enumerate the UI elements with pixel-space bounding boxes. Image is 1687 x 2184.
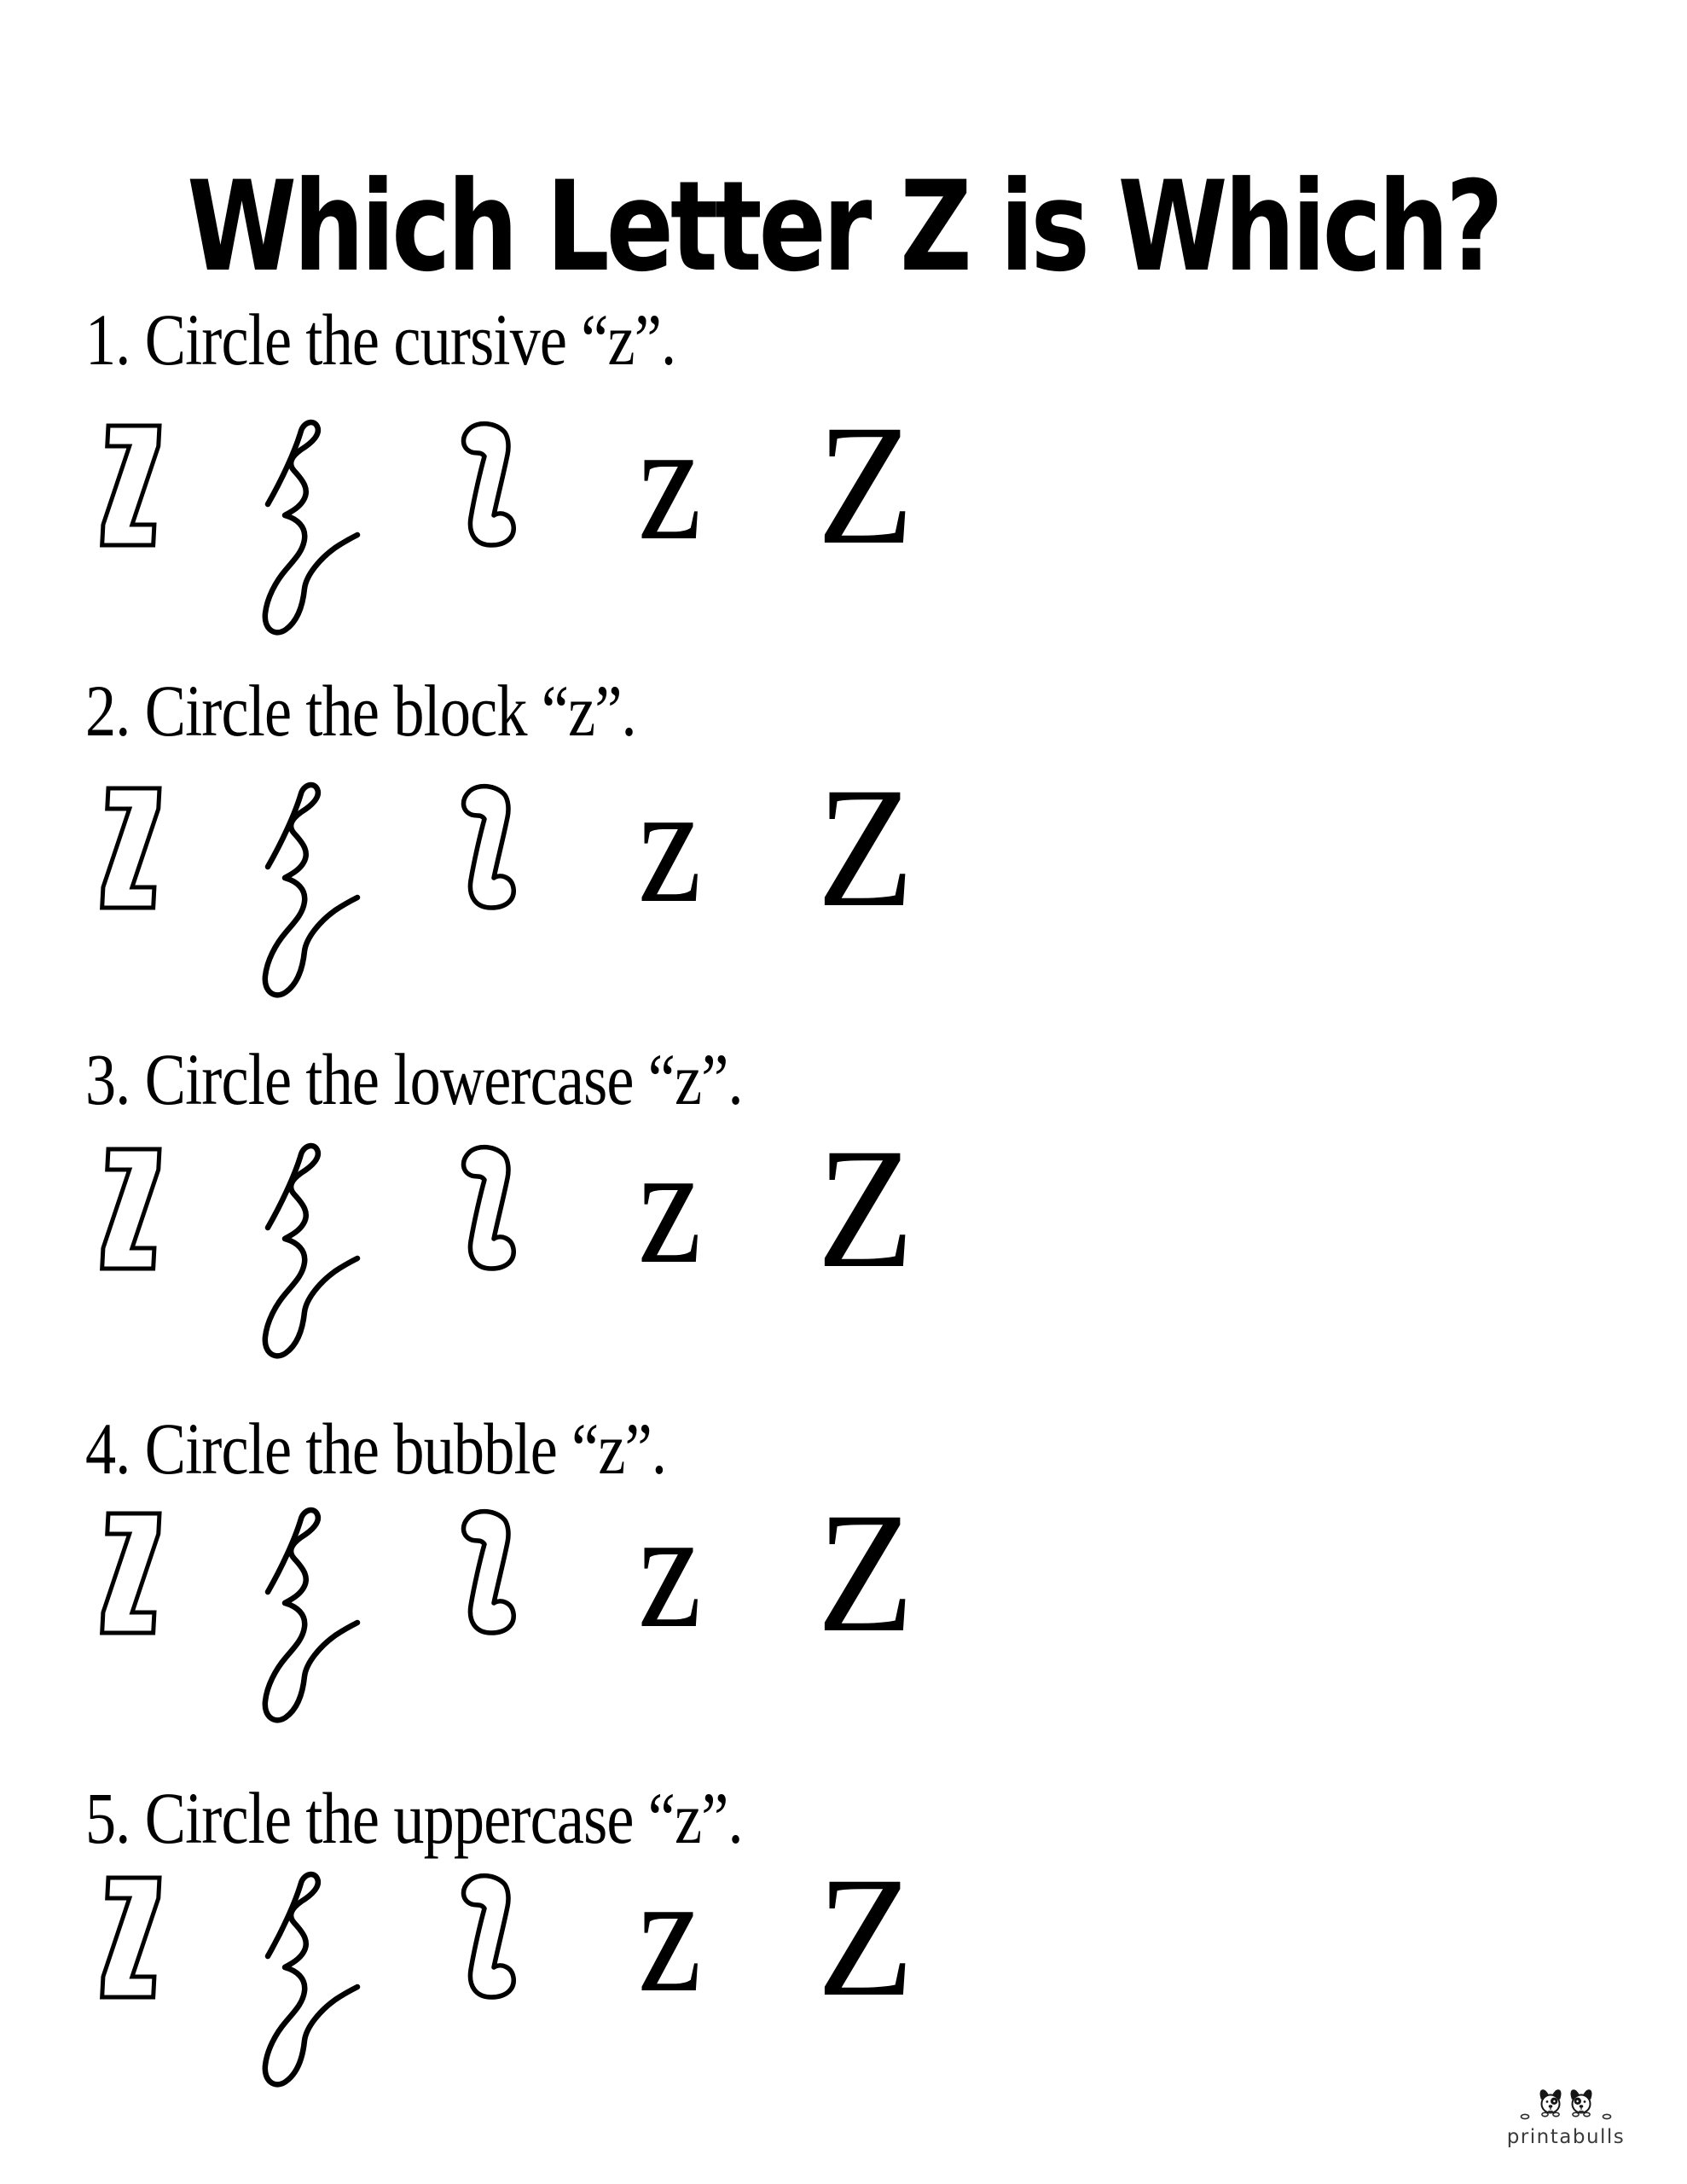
exercise-prompt: 3. Circle the lowercase “z”. [85, 1038, 743, 1120]
letter-block-z[interactable] [99, 422, 164, 550]
exercise-prompt: 5. Circle the uppercase “z”. [85, 1777, 743, 1859]
letter-row [0, 1111, 1687, 1385]
letter-lowercase-z[interactable]: z [638, 1839, 702, 2028]
exercise-prompt: 2. Circle the block “z”. [85, 670, 636, 752]
letter-cursive-z[interactable] [252, 1505, 365, 1737]
letter-block-z[interactable] [99, 1874, 164, 2002]
letter-cursive-z[interactable] [252, 1869, 365, 2101]
letter-block-z[interactable] [99, 1146, 164, 1274]
brand-logo [1489, 2088, 1643, 2148]
letter-block-z[interactable] [99, 1510, 164, 1638]
letter-cursive-z[interactable] [252, 780, 365, 1012]
letter-bubble-z[interactable] [455, 783, 522, 915]
bulldogs-icon [1515, 2088, 1617, 2126]
letter-lowercase-z[interactable]: z [638, 750, 702, 938]
letter-cursive-z[interactable] [252, 417, 365, 649]
exercise-prompt: 1. Circle the cursive “z”. [85, 299, 676, 380]
letter-uppercase-z[interactable]: Z [817, 1112, 914, 1304]
letter-bubble-z[interactable] [455, 1508, 522, 1640]
letter-bubble-z[interactable] [455, 421, 522, 552]
letter-bubble-z[interactable] [455, 1873, 522, 2004]
letter-block-z[interactable] [99, 785, 164, 913]
worksheet-title: Which Letter Z is Which? [187, 154, 1500, 299]
exercise-prompt: 4. Circle the bubble “z”. [85, 1408, 667, 1490]
letter-lowercase-z[interactable]: z [638, 387, 702, 576]
brand-name: printabulls [1506, 2126, 1626, 2148]
letter-row [0, 387, 1687, 661]
letter-uppercase-z[interactable]: Z [817, 389, 914, 580]
letter-row [0, 1475, 1687, 1749]
letter-bubble-z[interactable] [455, 1144, 522, 1275]
letter-lowercase-z[interactable]: z [638, 1111, 702, 1299]
letter-cursive-z[interactable] [252, 1141, 365, 1373]
letter-uppercase-z[interactable]: Z [817, 1841, 914, 2032]
letter-uppercase-z[interactable]: Z [817, 752, 914, 943]
letter-row [0, 1839, 1687, 2113]
letter-lowercase-z[interactable]: z [638, 1475, 702, 1664]
letter-uppercase-z[interactable]: Z [817, 1477, 914, 1668]
letter-row [0, 750, 1687, 1024]
